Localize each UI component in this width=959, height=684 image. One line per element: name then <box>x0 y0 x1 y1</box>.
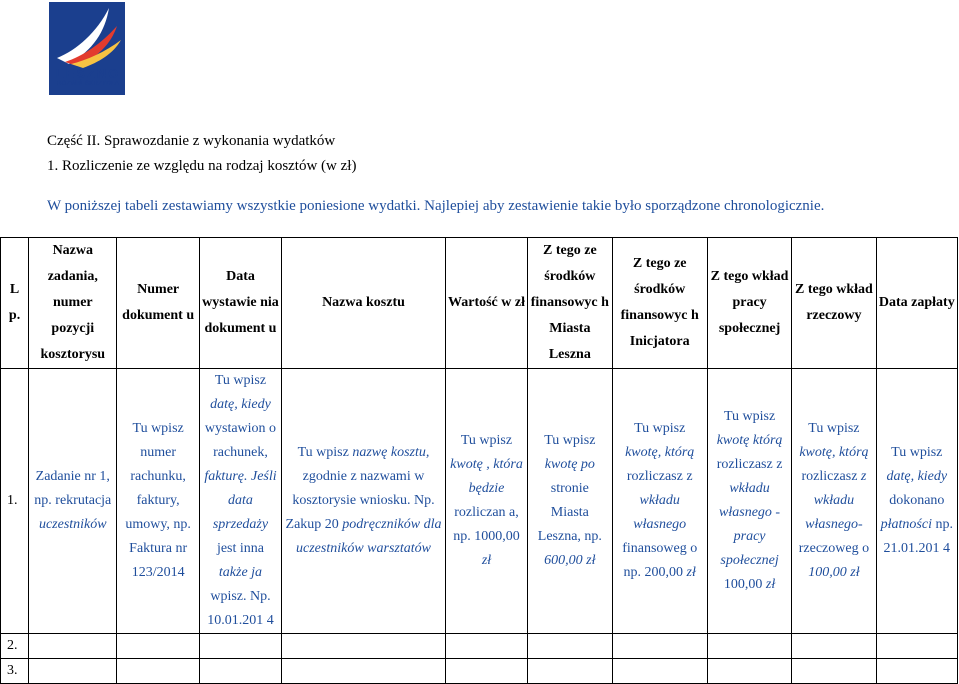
header-initiator-funds: Z tego ze środków finansowyc h Inicjatora <box>612 238 707 369</box>
table-header-row <box>1 238 958 369</box>
expense-table <box>0 237 958 684</box>
row1-issue-date: Tu wpisz datę, kiedy wystawion o rachunek, fakturę. Jeśli data sprzedaży jest inna także ja wpisz. Np. 10.01.201 4 <box>199 369 281 634</box>
table-row <box>1 659 958 684</box>
header-cost-name: Nazwa kosztu <box>282 238 446 369</box>
header-payment-date: Data zapłaty <box>876 238 957 369</box>
row1-task: Zadanie nr 1, np. rekrutacja uczestników <box>29 369 117 634</box>
header-in-kind: Z tego wkład rzeczowy <box>792 238 876 369</box>
header-document-number: Numer dokument u <box>117 238 199 369</box>
table-row <box>1 369 958 634</box>
intro-text: W poniższej tabeli zestawiamy wszystkie poniesione wydatki. Najlepiej aby zestawienie takie było sporządzone chronologicznie. <box>47 198 825 214</box>
row1-cost-name: Tu wpisz nazwę kosztu, zgodnie z nazwami w kosztorysie wniosku. Np. Zakup 20 podręczników dla uczestników warsztatów <box>282 369 446 634</box>
logo-subtext: ROZWIŃ SKRZYDŁA <box>56 81 120 87</box>
header-lp: L p. <box>1 238 29 369</box>
header-social-work: Z tego wkład pracy społecznej <box>707 238 791 369</box>
row2-lp: 2. <box>1 634 29 659</box>
section-heading: Część II. Sprawozdanie z wykonania wydatków <box>47 133 336 149</box>
row1-in-kind: Tu wpisz kwotę, którą rozliczasz z wkładu własnego- rzeczoweg o 100,00 zł <box>792 369 876 634</box>
row1-initiator-funds: Tu wpisz kwotę, którą rozliczasz z wkładu własnego finansoweg o np. 200,00 zł <box>612 369 707 634</box>
table-row <box>1 634 958 659</box>
row1-social-work: Tu wpisz kwotę którą rozliczasz z wkładu własnego - pracy społecznej 100,00 zł <box>707 369 791 634</box>
row1-document-number: Tu wpisz numer rachunku, faktury, umowy, np. Faktura nr 123/2014 <box>117 369 199 634</box>
logo-text: LESZNO <box>55 66 121 81</box>
header-value: Wartość w zł <box>445 238 527 369</box>
row1-value: Tu wpisz kwotę , która będzie rozliczan a, np. 1000,00 zł <box>445 369 527 634</box>
row1-lp: 1. <box>1 369 29 634</box>
row1-city-funds: Tu wpisz kwotę po stronie Miasta Leszna, np. 600,00 zł <box>528 369 612 634</box>
header-task-name: Nazwa zadania, numer pozycji kosztorysu <box>29 238 117 369</box>
subsection-heading: 1. Rozliczenie ze względu na rodzaj kosztów (w zł) <box>47 158 357 174</box>
header-issue-date: Data wystawie nia dokument u <box>199 238 281 369</box>
row3-lp: 3. <box>1 659 29 684</box>
row1-payment-date: Tu wpisz datę, kiedy dokonano płatności np. 21.01.201 4 <box>876 369 957 634</box>
header-city-funds: Z tego ze środków finansowyc h Miasta Leszna <box>528 238 612 369</box>
